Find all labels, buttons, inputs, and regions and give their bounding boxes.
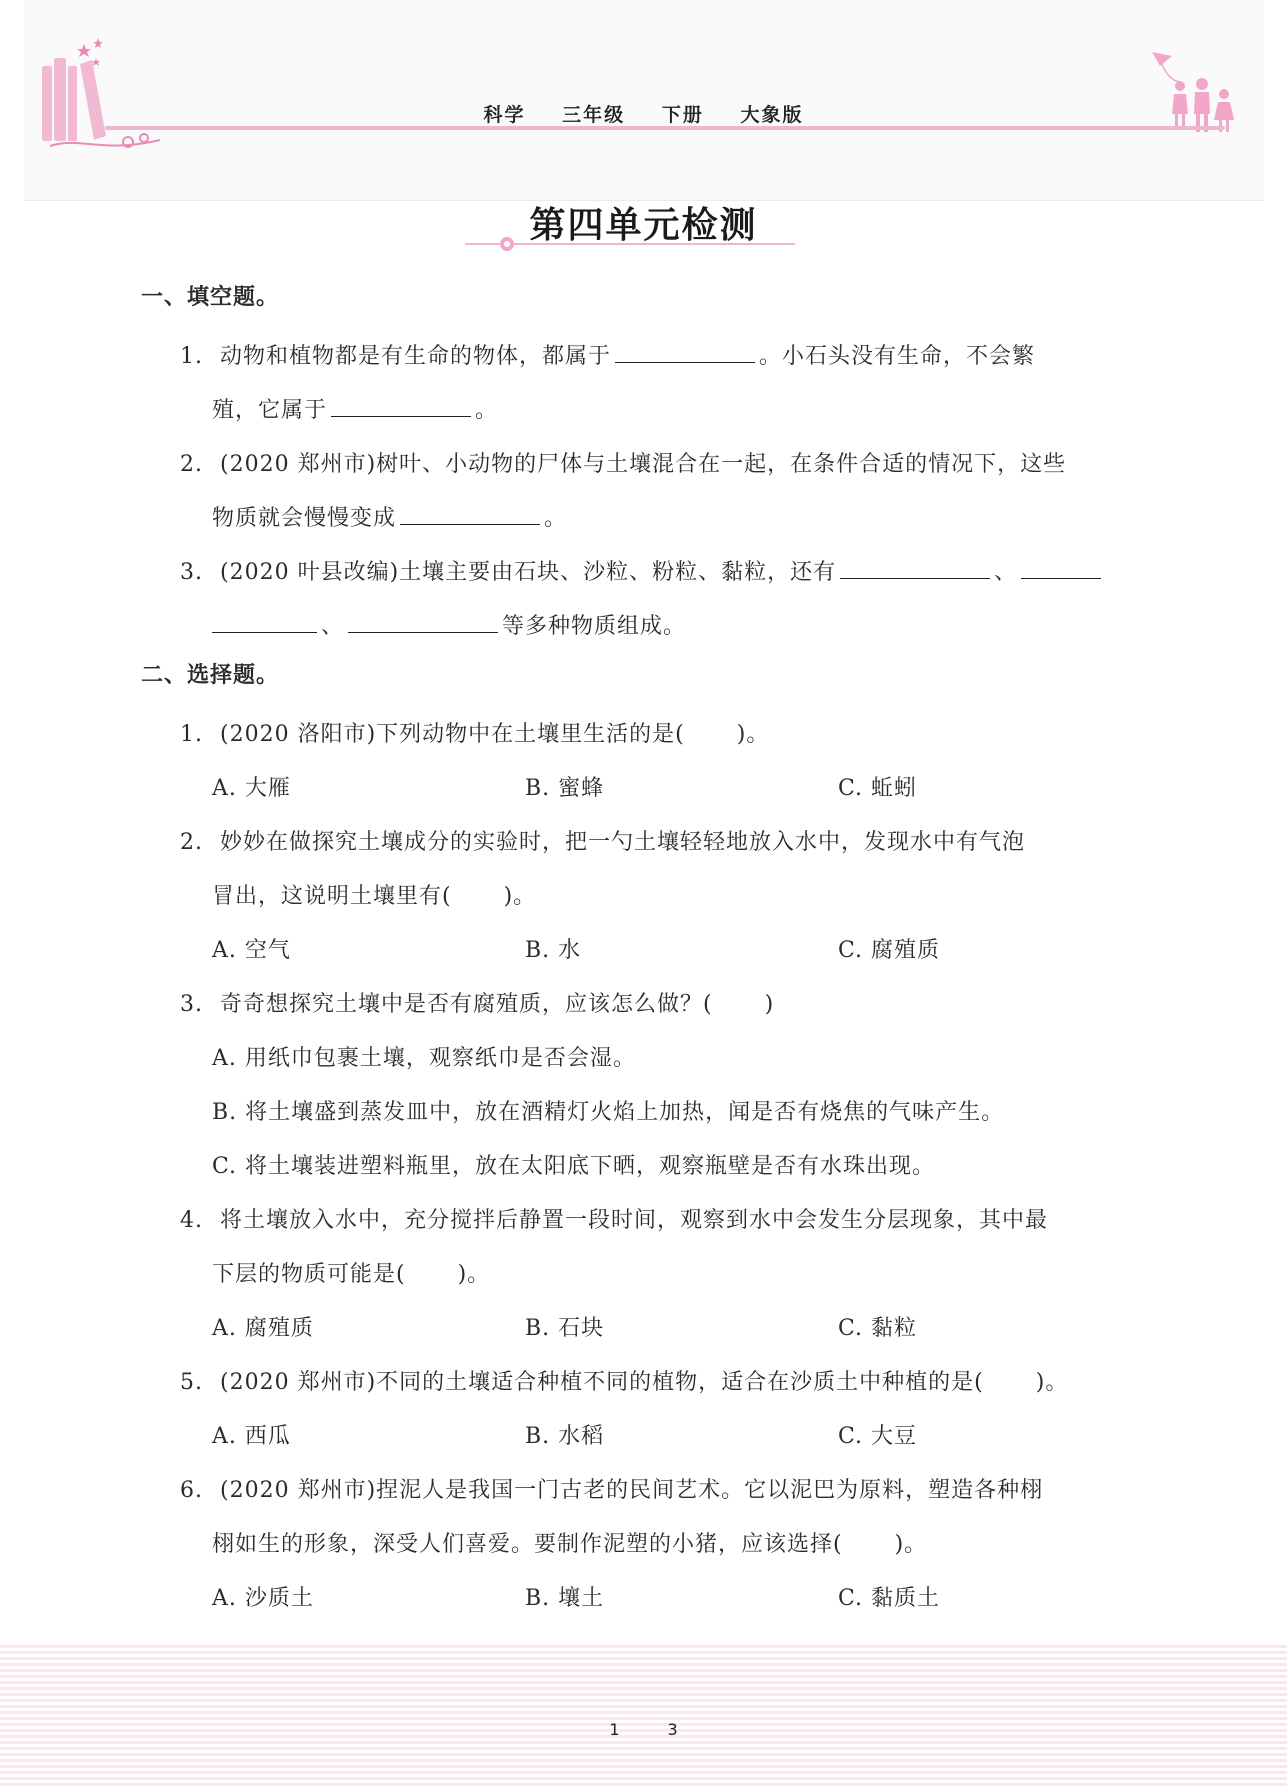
options-row xyxy=(141,1302,1121,1356)
answer-blank[interactable] xyxy=(840,562,990,579)
header-subject: 科学 xyxy=(483,104,526,126)
choice-question-6 xyxy=(141,1464,1121,1626)
question-text: )。 xyxy=(457,1262,491,1287)
footer-striped-band xyxy=(0,1645,1287,1789)
options-row xyxy=(141,924,1121,978)
fill-question-1 xyxy=(141,330,1121,438)
question-text: 妙妙在做探究土壤成分的实验时，把一勺土壤轻轻地放入水中，发现水中有气泡 xyxy=(220,830,1026,855)
question-text: 奇奇想探究土壤中是否有腐殖质，应该怎么做？( xyxy=(220,992,713,1017)
page-number-right: 3 xyxy=(667,1720,678,1739)
question-number: 5. xyxy=(180,1370,203,1395)
option-c[interactable]: C. 腐殖质 xyxy=(838,938,941,963)
page-number-left: 1 xyxy=(609,1720,620,1739)
option-b[interactable]: B. 蜜蜂 xyxy=(525,776,605,801)
question-text: (2020 叶县改编)土壤主要由石块、沙粒、粉粒、黏粒，还有 xyxy=(220,560,837,585)
choice-question-5 xyxy=(141,1356,1121,1464)
question-text: (2020 郑州市)不同的土壤适合种植不同的植物，适合在沙质土中种植的是( xyxy=(220,1370,984,1395)
option-a[interactable]: A. 空气 xyxy=(212,938,291,963)
choice-question-4 xyxy=(141,1194,1121,1356)
option-b[interactable]: B. 石块 xyxy=(525,1316,605,1341)
option-a[interactable]: A. 用纸巾包裹土壤，观察纸巾是否会湿。 xyxy=(212,1046,636,1071)
question-number: 2. xyxy=(180,830,203,855)
question-text: 动物和植物都是有生命的物体，都属于 xyxy=(220,344,612,369)
question-text: 等多种物质组成。 xyxy=(502,614,687,639)
option-a[interactable]: A. 大雁 xyxy=(212,776,291,801)
question-text: 将土壤放入水中，充分搅拌后静置一段时间，观察到水中会发生分层现象，其中最 xyxy=(220,1208,1049,1233)
options-row xyxy=(141,1410,1121,1464)
question-text: (2020 洛阳市)下列动物中在土壤里生活的是( xyxy=(220,722,685,747)
question-text: (2020 郑州市)捏泥人是我国一门古老的民间艺术。它以泥巴为原料，塑造各种栩 xyxy=(220,1478,1044,1503)
question-number: 2. xyxy=(180,452,203,477)
option-c[interactable]: C. 黏质土 xyxy=(838,1586,941,1611)
header-edition: 大象版 xyxy=(740,104,804,126)
option-b[interactable]: B. 水 xyxy=(525,938,582,963)
question-text: 、 xyxy=(994,560,1018,585)
question-text: 下层的物质可能是( xyxy=(212,1262,406,1287)
fill-question-3 xyxy=(141,546,1121,654)
option-a[interactable]: A. 沙质土 xyxy=(212,1586,314,1611)
question-text: 栩如生的形象，深受人们喜爱。要制作泥塑的小猪，应该选择( xyxy=(212,1532,843,1557)
options-row xyxy=(141,762,1121,816)
option-c[interactable]: C. 黏粒 xyxy=(838,1316,918,1341)
answer-blank[interactable] xyxy=(400,508,540,525)
header-volume: 下册 xyxy=(661,104,704,126)
option-a[interactable]: A. 西瓜 xyxy=(212,1424,291,1449)
option-b[interactable]: B. 将土壤盛到蒸发皿中，放在酒精灯火焰上加热，闻是否有烧焦的气味产生。 xyxy=(212,1100,1005,1125)
header-grade: 三年级 xyxy=(562,104,626,126)
books-logo-icon xyxy=(40,36,165,156)
question-number: 3. xyxy=(180,992,203,1017)
answer-blank[interactable] xyxy=(1021,562,1101,579)
exam-content xyxy=(141,276,1121,1626)
question-text: 。小石头没有生命，不会繁 xyxy=(759,344,1036,369)
question-text: )。 xyxy=(736,722,770,747)
question-text: 殖，它属于 xyxy=(212,398,328,423)
question-text: ) xyxy=(764,992,775,1017)
choice-question-2 xyxy=(141,816,1121,978)
question-text: )。 xyxy=(503,884,537,909)
question-text: 、 xyxy=(321,614,345,639)
answer-blank[interactable] xyxy=(348,616,498,633)
answer-blank[interactable] xyxy=(615,346,755,363)
fill-question-2 xyxy=(141,438,1121,546)
question-text: 。 xyxy=(475,398,499,423)
question-number: 3. xyxy=(180,560,203,585)
question-number: 4. xyxy=(180,1208,203,1233)
option-a[interactable]: A. 腐殖质 xyxy=(212,1316,314,1341)
question-text: )。 xyxy=(894,1532,928,1557)
question-number: 6. xyxy=(180,1478,203,1503)
option-c[interactable]: C. 将土壤装进塑料瓶里，放在太阳底下晒，观察瓶壁是否有水珠出现。 xyxy=(212,1154,936,1179)
page-title: 第四单元检测 xyxy=(529,204,758,246)
option-b[interactable]: B. 水稻 xyxy=(525,1424,605,1449)
answer-blank[interactable] xyxy=(212,616,317,633)
question-number: 1. xyxy=(180,722,203,747)
options-row xyxy=(141,1572,1121,1626)
question-text: )。 xyxy=(1035,1370,1069,1395)
title-underline-decoration xyxy=(465,236,795,252)
choice-question-1 xyxy=(141,708,1121,816)
section-fill-blank-heading: 一、填空题。 xyxy=(141,285,280,310)
choice-question-3 xyxy=(141,978,1121,1194)
option-c[interactable]: C. 大豆 xyxy=(838,1424,918,1449)
page-number xyxy=(0,1720,1287,1739)
question-text: 物质就会慢慢变成 xyxy=(212,506,397,531)
answer-blank[interactable] xyxy=(331,400,471,417)
section-multiple-choice-heading: 二、选择题。 xyxy=(141,663,280,688)
header-book-info xyxy=(0,100,1287,127)
question-number: 1. xyxy=(180,344,203,369)
option-c[interactable]: C. 蚯蚓 xyxy=(838,776,918,801)
question-text: (2020 郑州市)树叶、小动物的尸体与土壤混合在一起，在条件合适的情况下，这些 xyxy=(220,452,1067,477)
option-b[interactable]: B. 壤土 xyxy=(525,1586,605,1611)
question-text: 。 xyxy=(544,506,568,531)
question-text: 冒出，这说明土壤里有( xyxy=(212,884,452,909)
